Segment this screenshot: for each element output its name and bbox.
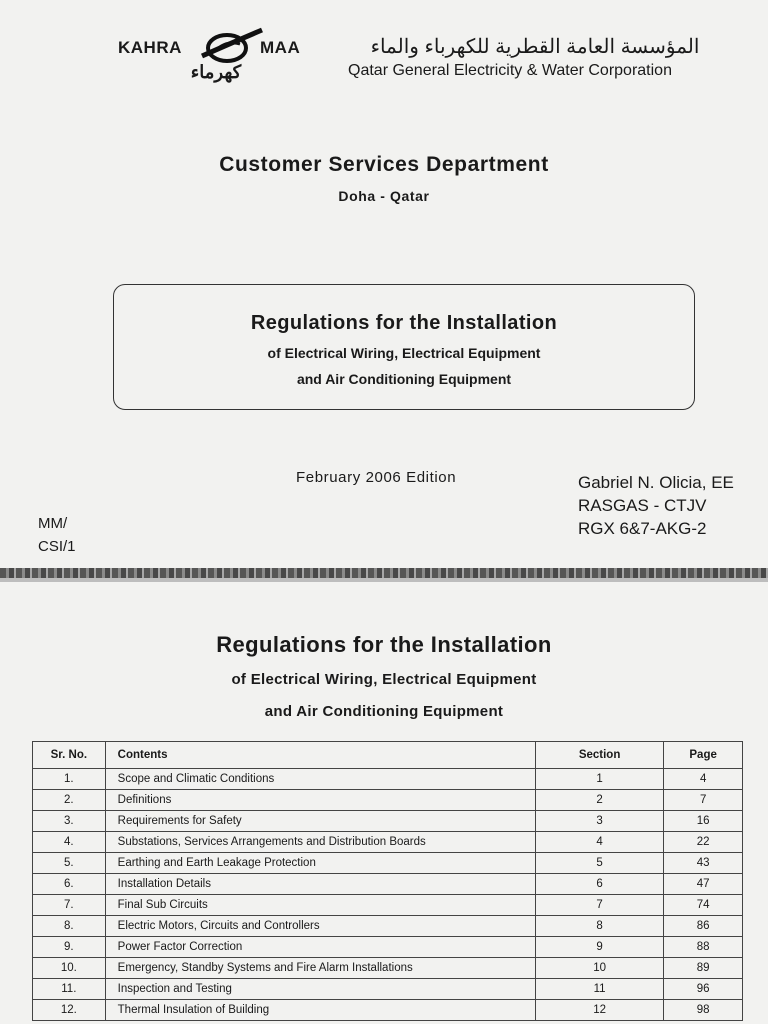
row-sr-no: 10.	[33, 958, 106, 979]
table-header-row	[33, 742, 743, 769]
row-sr-no: 4.	[33, 832, 106, 853]
doc-ref-line-2: CSI/1	[38, 538, 76, 555]
table-row	[33, 832, 743, 853]
org-name-english: Qatar General Electricity & Water Corporation	[348, 62, 672, 79]
page2-title: Regulations for the Installation	[216, 632, 552, 657]
table-row	[33, 811, 743, 832]
row-contents: Installation Details	[105, 874, 535, 895]
contents-table	[32, 741, 743, 1021]
table-row	[33, 874, 743, 895]
row-page: 86	[664, 916, 743, 937]
logo-maa-text: MAA	[260, 38, 301, 57]
row-section: 6	[535, 874, 663, 895]
row-contents: Requirements for Safety	[105, 811, 535, 832]
row-section: 8	[535, 916, 663, 937]
row-section: 3	[535, 811, 663, 832]
row-page: 47	[664, 874, 743, 895]
row-sr-no: 11.	[33, 979, 106, 1000]
row-section: 2	[535, 790, 663, 811]
header-contents: Contents	[105, 742, 535, 769]
row-page: 7	[664, 790, 743, 811]
row-section: 5	[535, 853, 663, 874]
table-row	[33, 853, 743, 874]
row-sr-no: 1.	[33, 769, 106, 790]
logo-kahra-text: KAHRA	[118, 38, 182, 57]
page-divider	[0, 568, 768, 578]
row-contents: Emergency, Standby Systems and Fire Alarm Installations	[105, 958, 535, 979]
table-row	[33, 916, 743, 937]
row-page: 22	[664, 832, 743, 853]
cover-title-box	[113, 284, 695, 410]
edition-text: February 2006 Edition	[296, 469, 457, 486]
row-sr-no: 2.	[33, 790, 106, 811]
row-section: 9	[535, 937, 663, 958]
row-page: 88	[664, 937, 743, 958]
row-contents: Power Factor Correction	[105, 937, 535, 958]
row-section: 10	[535, 958, 663, 979]
row-page: 43	[664, 853, 743, 874]
header-sr-no: Sr. No.	[33, 742, 106, 769]
table-row	[33, 958, 743, 979]
header-page: Page	[664, 742, 743, 769]
row-page: 98	[664, 1000, 743, 1021]
row-page: 89	[664, 958, 743, 979]
logo-arabic-text: كهرماء	[190, 62, 242, 82]
row-contents: Final Sub Circuits	[105, 895, 535, 916]
row-contents: Scope and Climatic Conditions	[105, 769, 535, 790]
row-sr-no: 12.	[33, 1000, 106, 1021]
row-section: 11	[535, 979, 663, 1000]
row-sr-no: 6.	[33, 874, 106, 895]
row-sr-no: 3.	[33, 811, 106, 832]
org-name-arabic: المؤسسة العامة القطرية للكهرباء والماء	[370, 36, 700, 58]
header-section: Section	[535, 742, 663, 769]
table-row	[33, 937, 743, 958]
cover-subtitle-line-2: and Air Conditioning Equipment	[296, 371, 512, 387]
row-page: 74	[664, 895, 743, 916]
row-section: 12	[535, 1000, 663, 1021]
author-company: RASGAS - CTJV	[578, 496, 707, 515]
row-contents: Inspection and Testing	[105, 979, 535, 1000]
row-contents: Substations, Services Arrangements and Distribution Boards	[105, 832, 535, 853]
table-row	[33, 895, 743, 916]
author-name: Gabriel N. Olicia, EE	[578, 473, 734, 492]
department-location: Doha - Qatar	[338, 188, 430, 204]
author-project: RGX 6&7-AKG-2	[578, 519, 707, 538]
row-section: 1	[535, 769, 663, 790]
row-contents: Thermal Insulation of Building	[105, 1000, 535, 1021]
table-row	[33, 1000, 743, 1021]
row-sr-no: 5.	[33, 853, 106, 874]
kahramaa-emblem-icon	[194, 26, 264, 66]
cover-subtitle-line-1: of Electrical Wiring, Electrical Equipment	[267, 345, 541, 361]
kahramaa-logo	[118, 26, 318, 81]
doc-ref-line-1: MM/	[38, 515, 68, 532]
row-page: 96	[664, 979, 743, 1000]
table-row	[33, 769, 743, 790]
row-contents: Electric Motors, Circuits and Controllers	[105, 916, 535, 937]
table-row	[33, 790, 743, 811]
row-page: 4	[664, 769, 743, 790]
row-sr-no: 8.	[33, 916, 106, 937]
page2-subtitle-line-1: of Electrical Wiring, Electrical Equipment	[231, 671, 537, 688]
page-divider-shadow	[0, 578, 768, 582]
row-sr-no: 9.	[33, 937, 106, 958]
page2-subtitle-line-2: and Air Conditioning Equipment	[264, 703, 504, 720]
row-contents: Earthing and Earth Leakage Protection	[105, 853, 535, 874]
row-section: 4	[535, 832, 663, 853]
cover-title: Regulations for the Installation	[250, 312, 558, 334]
department-title: Customer Services Department	[219, 153, 549, 176]
row-section: 7	[535, 895, 663, 916]
table-row	[33, 979, 743, 1000]
row-sr-no: 7.	[33, 895, 106, 916]
row-contents: Definitions	[105, 790, 535, 811]
row-page: 16	[664, 811, 743, 832]
